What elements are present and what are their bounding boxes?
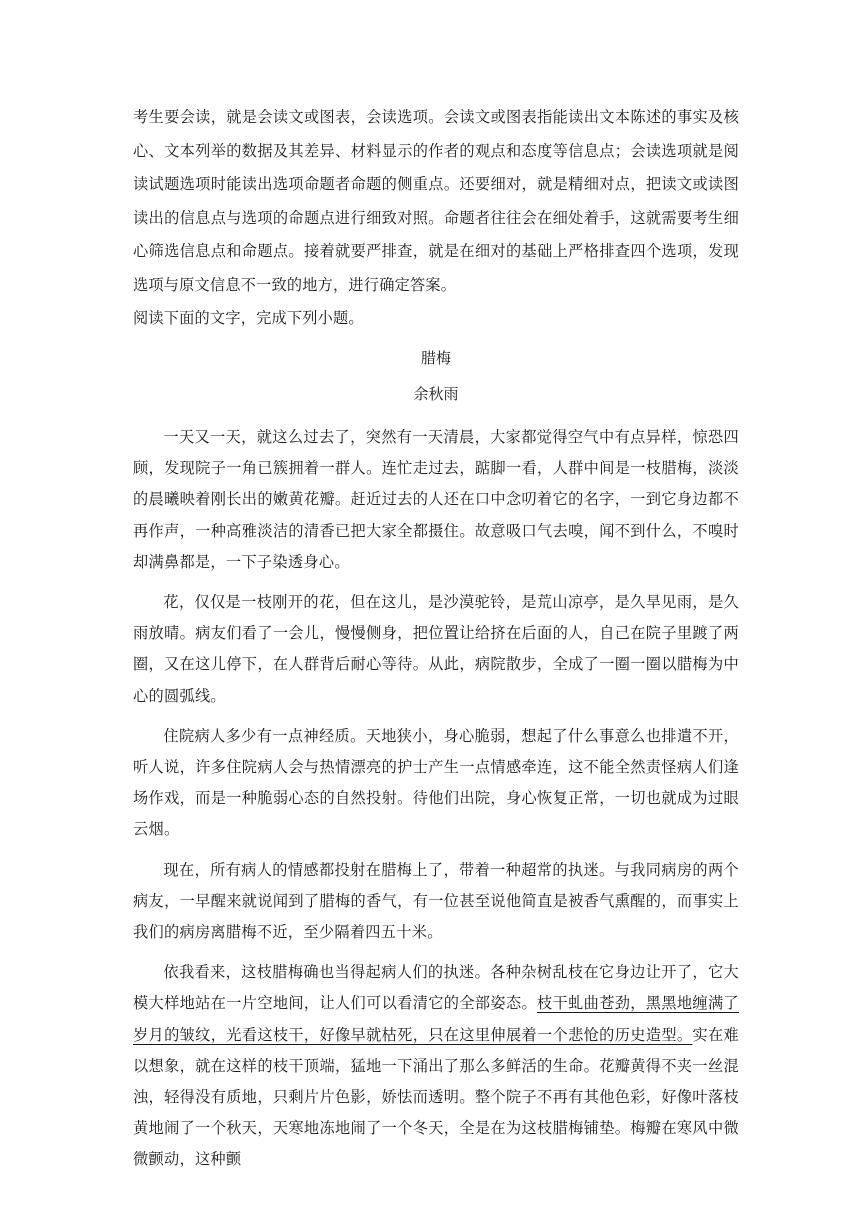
article-author: 余秋雨 (413, 385, 459, 403)
article-paragraph-2: 花，仅仅是一枝刚开的花，但在这儿，是沙漠驼铃，是荒山凉亭，是久旱见雨，是久雨放晴。病友们看了一会儿，慢慢侧身，把位置让给挤在后面的人，自己在院子里踱了两圈，又在这儿停下，在人群背后耐心等待。从此，病院散步，全成了一圈一圈以腊梅为中心的圆弧线。 (133, 593, 739, 705)
document-page (133, 101, 739, 1185)
intro-paragraph: 考生要会读，就是会读文或图表，会读选项。会读文或图表指能读出文本陈述的事实及核心、文本列举的数据及其差异、材料显示的作者的观点和态度等信息点；会读选项就是阅读试题选项时能读出选项命题者命题的侧重点。还要细对，就是精细对点，把读文或读图读出的信息点与选项的命题点进行细致对照。命题者往往会在细处着手，这就需要考生细心筛选信息点和命题点。接着就要严排查，就是在细对的基础上严格排查四个选项，发现选项与原文信息不一致的地方，进行确定答案。 (133, 108, 739, 294)
article-title: 腊梅 (420, 349, 451, 367)
paragraph-5-text-after: 实在难以想象，就在这样的枝干顶端，猛地一下涌出了那么多鲜活的生命。花瓣黄得不夹一丝混浊，轻得没有质地，只剩片片色影，娇怯而透明。整个院子不再有其他色彩，好像叶落枝黄地闹了一个秋天，天寒地冻地闹了一个冬天，全是在为这枝腊梅铺垫。梅瓣在寒风中微微颤动，这种颤 (133, 1025, 739, 1169)
underlined-sentence: 枝干虬曲苍劲，黑黑地缠满了岁月的皱纹，光看这枝干，好像早就枯死，只在这里伸展着一个悲怆的历史造型。 (133, 994, 739, 1044)
intro-section (133, 101, 739, 302)
paragraph-5-text-before: 依我看来，这枝腊梅确也当得起病人们的执迷。各种杂树乱枝在它身边让开了，它大模大样地站在一片空地间，让人们可以看清它的全部姿态。 (133, 963, 739, 1013)
article-body (133, 422, 739, 1176)
article-paragraph-4: 现在，所有病人的情感都投射在腊梅上了，带着一种超常的执迷。与我同病房的两个病友，一早醒来就说闻到了腊梅的香气，有一位甚至说他简直是被香气熏醒的，而事实上我们的病房离腊梅不近，至少隔着四五十米。 (133, 860, 739, 942)
article-paragraph-1: 一天又一天，就这么过去了，突然有一天清晨，大家都觉得空气中有点异样，惊恐四顾，发现院子一角已簇拥着一群人。连忙走过去，踮脚一看，人群中间是一枝腊梅，淡淡的晨曦映着刚长出的嫩黄花瓣。赶近过去的人还在口中念叨着它的名字，一到它身边都不再作声，一种高雅淡洁的清香已把大家全都摄住。故意吸口气去嗅，闻不到什么，不嗅时却满鼻都是，一下子染透身心。 (133, 428, 739, 571)
article-paragraph-5 (133, 957, 739, 1175)
article-paragraph-3: 住院病人多少有一点神经质。天地狭小，身心脆弱，想起了什么事意么也排遣不开，听人说，许多住院病人会与热情漂亮的护士产生一点情感牵连，这不能全然责怪病人们逢场作戏，而是一种脆弱心态的自然投射。待他们出院，身心恢复正常，一切也就成为过眼云烟。 (133, 726, 739, 839)
reading-instruction: 阅读下面的文字，完成下列小题。 (133, 309, 364, 327)
